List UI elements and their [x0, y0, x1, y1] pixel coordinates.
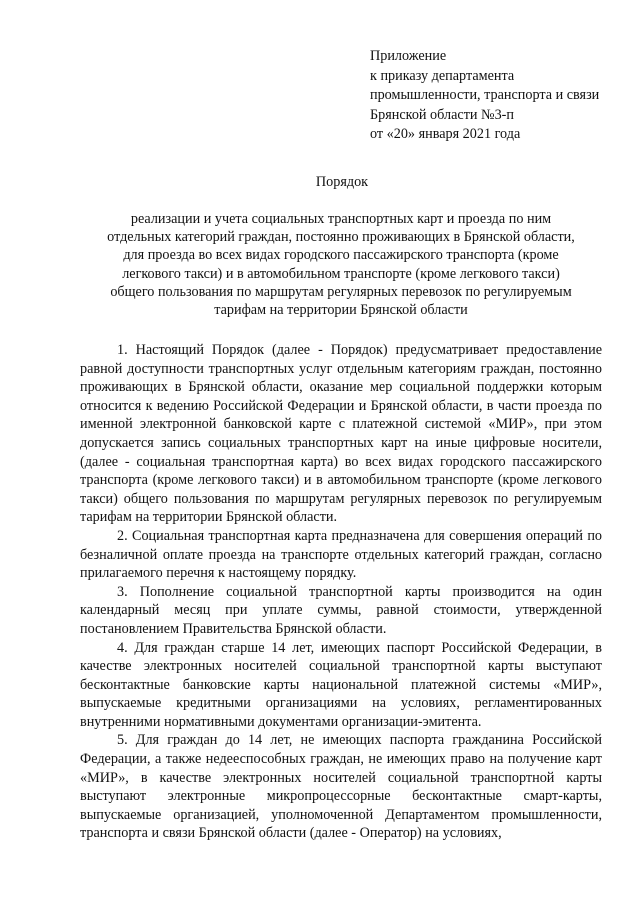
- appendix-heading: Приложение: [370, 48, 447, 64]
- paragraph-1: 1. Настоящий Порядок (далее - Порядок) предусматривает предоставление равной доступности транспортных услуг отдельным категориям граждан, постоянно проживающих в Брянской области, оказание мер социальной поддержки которым относится к ведению Российской Федерации и Брянской области, в части проезда по именной электронной банковской карте с платежной системой «МИР», при этом допускается запись социальных транспортных карт на иные цифровые носители, (далее - социальная транспортная карта) во всех видах городского пассажирского транспорта (кроме легкового такси) и в автомобильном транспорте (кроме легкового такси) общего пользования по маршрутам регулярных перевозок по регулируемым тарифам на территории Брянской области.: [80, 342, 602, 526]
- paragraph-4: 4. Для граждан старше 14 лет, имеющих паспорт Российской Федерации, в качестве электронных носителей социальной транспортной карты выступают бесконтактные банковские карты национальной платежной системы «МИР», выпускаемые кредитными организациями на условиях, регламентированных внутренними нормативными документами организации-эмитента.: [80, 639, 602, 730]
- paragraph-2: 2. Социальная транспортная карта предназначена для совершения операций по безналичной оплате проезда на транспорте отдельных категорий граждан, согласно прилагаемого перечня к настоящему порядку.: [80, 527, 602, 582]
- appendix-date: от «20» января 2021 года: [370, 126, 521, 142]
- subtitle-line: тарифам на территории Брянской области: [214, 302, 468, 319]
- paragraph-5: 5. Для граждан до 14 лет, не имеющих паспорта гражданина Российской Федерации, а также недееспособных граждан, не имеющих право на получение карт «МИР», в качестве электронных носителей социальной транспортной карты выступают электронные микропроцессорные бесконтактные смарт-карты, выпускаемые организацией, уполномоченной Департаментом промышленности, транспорта и связи Брянской области (далее - Оператор) на условиях,: [80, 732, 602, 842]
- appendix-block: [370, 47, 602, 145]
- subtitle-line: для проезда во всех видах городского пассажирского транспорта (кроме: [123, 247, 559, 264]
- paragraph-3: 3. Пополнение социальной транспортной карты производится на один календарный месяц при уплате суммы, равной стоимости, утвержденной постановлением Правительства Брянской области.: [80, 583, 602, 637]
- document-body: [80, 341, 602, 843]
- document-title: Порядок: [315, 174, 369, 190]
- document-subtitle: [80, 210, 602, 319]
- appendix-order-reference: к приказу департамента промышленности, транспорта и связи Брянской области №3-п: [370, 67, 600, 123]
- subtitle-line: реализации и учета социальных транспортных карт и проезда по ним: [130, 211, 552, 227]
- subtitle-line: легкового такси) и в автомобильном транспорте (кроме легкового такси): [122, 265, 560, 282]
- subtitle-line: отдельных категорий граждан, постоянно проживающих в Брянской области,: [107, 229, 575, 246]
- subtitle-line: общего пользования по маршрутам регулярных перевозок по регулируемым: [110, 283, 572, 300]
